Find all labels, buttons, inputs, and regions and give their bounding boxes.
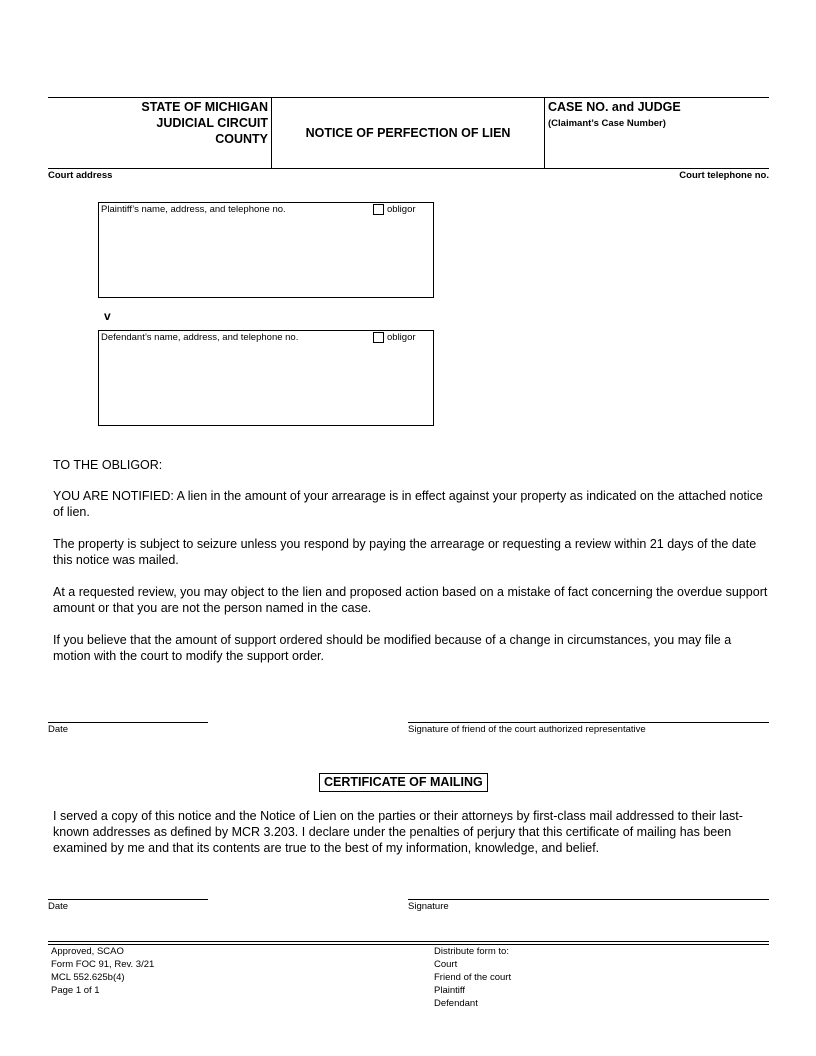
defendant-obligor-option[interactable] bbox=[373, 332, 416, 343]
court-jurisdiction bbox=[48, 99, 268, 147]
date-line-1[interactable] bbox=[48, 722, 208, 723]
certificate-title: CERTIFICATE OF MAILING bbox=[319, 773, 488, 792]
court-telephone-label: Court telephone no. bbox=[679, 170, 769, 181]
case-number-sublabel: (Claimant’s Case Number) bbox=[548, 118, 666, 129]
certificate-text: I served a copy of this notice and the Notice of Lien on the parties or their attorneys by first-class mail addressed to their last-known addresses as defined by MCR 3.203. I declare under the penalties of perjury that this certificate of mailing has been examined by me and that its contents are true to the best of my information, knowledge, and belief. bbox=[53, 809, 743, 855]
date-line-2[interactable] bbox=[48, 899, 208, 900]
salutation: TO THE OBLIGOR: bbox=[53, 458, 163, 472]
signature-line-1[interactable] bbox=[408, 722, 769, 723]
notice-paragraph-4: If you believe that the amount of support ordered should be modified because of a change in circumstances, you may file a motion with the court to modify the support order. bbox=[53, 633, 732, 663]
plaintiff-obligor-checkbox[interactable] bbox=[373, 204, 384, 215]
plaintiff-label: Plaintiff’s name, address, and telephone no. bbox=[101, 204, 286, 215]
defendant-box[interactable] bbox=[98, 330, 434, 426]
circuit-line: JUDICIAL CIRCUIT bbox=[156, 116, 268, 130]
header-bottom-rule bbox=[48, 168, 769, 169]
signature-label-1: Signature of friend of the court authorized representative bbox=[408, 724, 646, 735]
county-line: COUNTY bbox=[215, 132, 268, 146]
page-number-line: Page 1 of 1 bbox=[51, 985, 100, 996]
distribution-item: Defendant bbox=[434, 998, 478, 1009]
approval-line: Approved, SCAO bbox=[51, 946, 124, 957]
defendant-obligor-label: obligor bbox=[387, 332, 416, 343]
versus-mark: v bbox=[104, 309, 111, 323]
statute-line: MCL 552.625b(4) bbox=[51, 972, 125, 983]
case-number-field[interactable] bbox=[548, 99, 681, 129]
distribution-item: Friend of the court bbox=[434, 972, 512, 983]
footer-double-rule bbox=[48, 941, 769, 945]
signature-label-2: Signature bbox=[408, 901, 449, 912]
date-label-2: Date bbox=[48, 901, 69, 912]
date-label-1: Date bbox=[48, 724, 69, 735]
distribution-item: Court bbox=[434, 959, 458, 970]
distribution-title: Distribute form to: bbox=[434, 946, 509, 957]
state-line: STATE OF MICHIGAN bbox=[141, 100, 268, 114]
plaintiff-obligor-option[interactable] bbox=[373, 204, 416, 215]
distribution-list bbox=[434, 945, 511, 1010]
header-divider-right bbox=[544, 97, 545, 168]
distribution-item: Plaintiff bbox=[434, 985, 465, 996]
plaintiff-box[interactable] bbox=[98, 202, 434, 298]
case-number-label: CASE NO. and JUDGE bbox=[548, 100, 681, 114]
notice-paragraph-3: At a requested review, you may object to the lien and proposed action based on a mistake of fact concerning the overdue support amount or that you are not the person named in the case. bbox=[53, 585, 768, 615]
form-number-line: Form FOC 91, Rev. 3/21 bbox=[51, 959, 155, 970]
notice-paragraph-2: The property is subject to seizure unless you respond by paying the arrearage or requesting a review within 21 days of the date this notice was mailed. bbox=[53, 537, 757, 567]
form-title: NOTICE OF PERFECTION OF LIEN bbox=[305, 125, 511, 140]
plaintiff-obligor-label: obligor bbox=[387, 204, 416, 215]
defendant-obligor-checkbox[interactable] bbox=[373, 332, 384, 343]
notice-paragraph-1: YOU ARE NOTIFIED: A lien in the amount of your arrearage is in effect against your property as indicated on the attached notice of lien. bbox=[53, 489, 763, 519]
form-info bbox=[51, 945, 154, 997]
signature-line-2[interactable] bbox=[408, 899, 769, 900]
court-address-label: Court address bbox=[48, 170, 113, 181]
defendant-label: Defendant’s name, address, and telephone no. bbox=[101, 332, 299, 343]
